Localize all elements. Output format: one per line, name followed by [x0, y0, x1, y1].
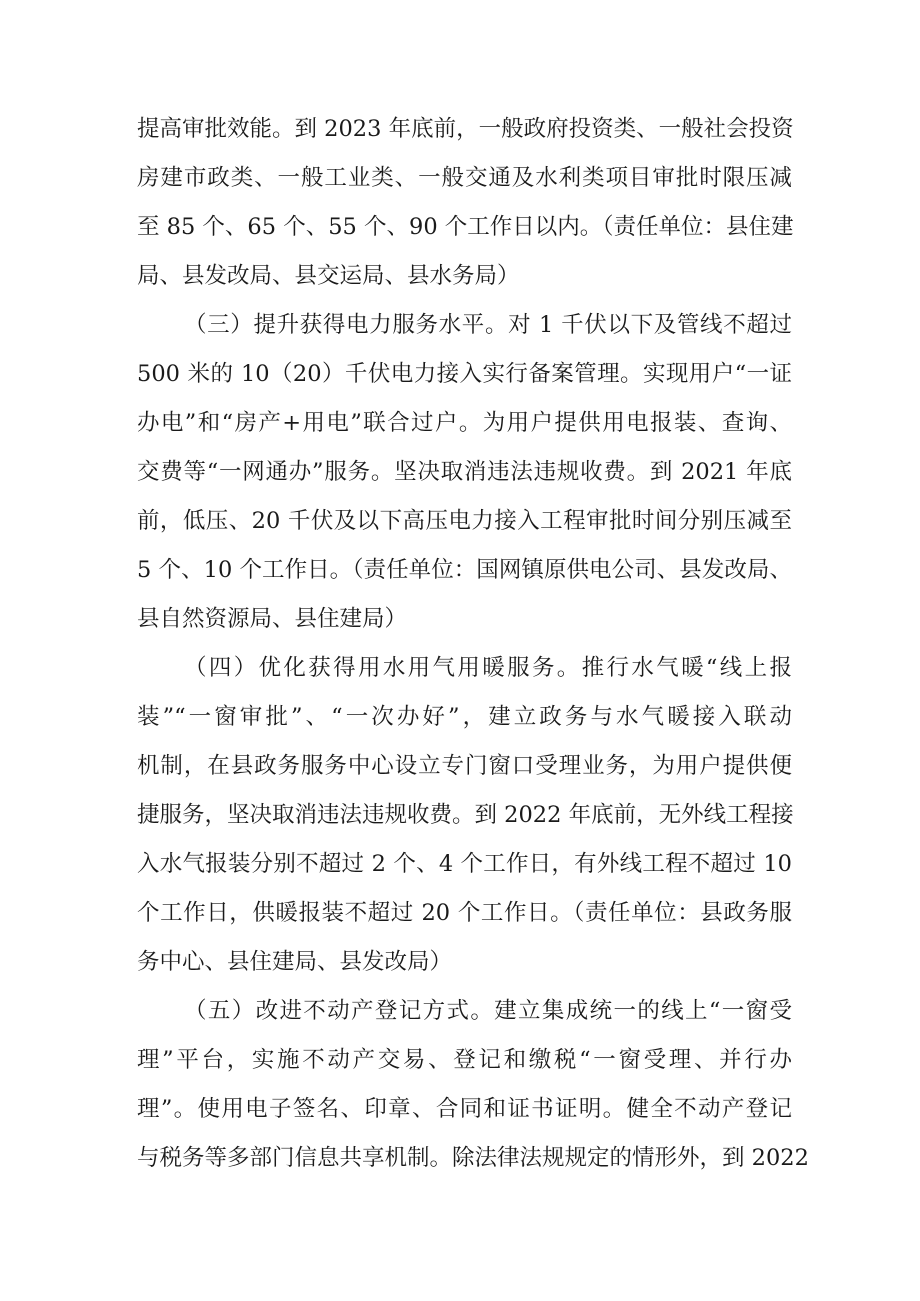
- text-line: 捷服务，坚决取消违法违规收费。到 2022 年底前，无外线工程接: [137, 802, 794, 828]
- text-line: 入水气报装分别不超过 2 个、4 个工作日，有外线工程不超过 10: [137, 851, 792, 877]
- text-line: 务中心、县住建局、县发改局）: [137, 949, 453, 975]
- text-line: 个工作日，供暖报装不超过 20 个工作日。（责任单位：县政务服: [137, 900, 792, 926]
- paragraph-heading-line: （四）优化获得用水用气用暖服务。推行水气暖“线上报: [184, 655, 792, 681]
- text-line: 装”“一窗审批”、“一次办好”，建立政务与水气暖接入联动: [137, 704, 792, 730]
- text-line: 理”平台，实施不动产交易、登记和缴税“一窗受理、并行办: [137, 1047, 792, 1073]
- text-line: 至 85 个、65 个、55 个、90 个工作日以内。（责任单位：县住建: [137, 214, 794, 240]
- text-line: 局、县发改局、县交运局、县水务局）: [137, 263, 520, 289]
- text-line: 房建市政类、一般工业类、一般交通及水利类项目审批时限压减: [137, 165, 792, 191]
- text-line: 与税务等多部门信息共享机制。除法律法规规定的情形外，到 2022: [137, 1145, 809, 1171]
- text-line: 机制，在县政务服务中心设立专门窗口受理业务，为用户提供便: [137, 753, 792, 779]
- paragraph-heading-line: （五）改进不动产登记方式。建立集成统一的线上“一窗受: [184, 998, 792, 1024]
- paragraph-heading-line: （三）提升获得电力服务水平。对 1 千伏以下及管线不超过: [184, 312, 792, 338]
- text-line: 办电”和“房产+用电”联合过户。为用户提供用电报装、查询、: [137, 410, 792, 436]
- text-line: 500 米的 10（20）千伏电力接入实行备案管理。实现用户“一证: [137, 361, 792, 387]
- text-line: 前，低压、20 千伏及以下高压电力接入工程审批时间分别压减至: [137, 508, 792, 534]
- text-line: 交费等“一网通办”服务。坚决取消违法违规收费。到 2021 年底: [137, 459, 792, 485]
- text-line: 县自然资源局、县住建局）: [137, 606, 408, 632]
- text-line: 5 个、10 个工作日。（责任单位：国网镇原供电公司、县发改局、: [137, 557, 792, 583]
- text-line: 理”。使用电子签名、印章、合同和证书证明。健全不动产登记: [137, 1096, 792, 1122]
- text-line: 提高审批效能。到 2023 年底前，一般政府投资类、一般社会投资: [137, 116, 794, 142]
